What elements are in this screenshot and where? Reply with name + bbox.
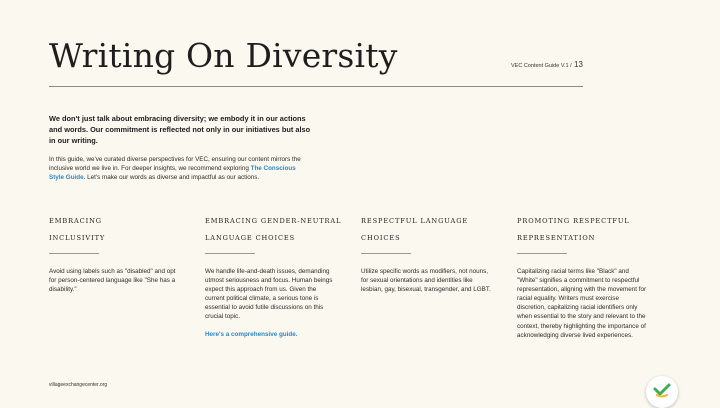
column-heading	[49, 213, 189, 247]
column-heading	[517, 213, 657, 247]
column-body: Utilize specific words as modifiers, not nouns, for sexual orientations and identities like lesbian, gay, bisexual, transgender, and LGBT.	[361, 268, 491, 294]
column-heading-line: RESPECTFUL LANGUAGE	[361, 217, 469, 225]
column-heading-line: LANGUAGE CHOICES	[205, 234, 296, 242]
column-body: Avoid using labels such as "disabled" and opt for person-centered language like "She has a disability."	[49, 268, 176, 294]
title-divider	[49, 86, 583, 87]
column-body: Capitalizing racial terms like "Black" and "White" signifies a commitment to respectful representation, aligning with the movement for racial equality. Writers must exercise discretion, capitalizing racial identifiers only when essential to the story and relevant to the context, thereby highlighting the importance of acknowledging diverse lived experiences.	[517, 268, 647, 339]
lead-paragraph: We don't just talk about embracing diversity; we embody it in our actions and words. Our commitment is reflected not only in our initiatives but also in our writing.	[49, 114, 311, 145]
column-respectful-representation	[517, 213, 657, 340]
document-meta: VEC Content Guide V.1 /	[511, 63, 572, 69]
column-heading	[205, 213, 345, 247]
page-title: Writing On Diversity	[49, 36, 398, 75]
footer-url: villageexchangecenter.org	[49, 382, 108, 388]
page-number: 13	[574, 60, 583, 69]
column-gender-neutral-language	[205, 213, 345, 338]
column-embracing-inclusivity	[49, 213, 189, 294]
column-respectful-language-choices	[361, 213, 501, 294]
column-heading-line: REPRESENTATION	[517, 234, 596, 242]
column-divider	[361, 253, 411, 254]
column-heading-line: EMBRACING	[49, 217, 102, 225]
column-divider	[205, 253, 255, 254]
checkmark-logo-icon	[646, 376, 678, 408]
column-heading-line: CHOICES	[361, 234, 401, 242]
column-body: We handle life-and-death issues, demanding utmost seriousness and focus. Human beings expect this approach from us. Given the current political climate, a serious tone is essential to avoid futile discussions on this crucial topic.	[205, 268, 333, 321]
intro-text-end: Let's make our words as diverse and impactful as our actions.	[85, 174, 260, 182]
conscious-style-guide-link[interactable]: The Conscious Style Guide.	[49, 165, 296, 182]
column-divider	[49, 253, 99, 254]
column-divider	[517, 253, 567, 254]
column-heading-line: EMBRACING GENDER-NEUTRAL	[205, 217, 342, 225]
checkmark-icon	[652, 382, 672, 398]
intro-text: In this guide, we've curated diverse perspectives for VEC, ensuring our content mirrors the inclusive world we live in. For deeper insights, we recommend exploring	[49, 156, 301, 173]
intro-paragraph	[49, 155, 309, 182]
comprehensive-guide-link[interactable]: Here's a comprehensive guide.	[205, 330, 298, 338]
column-heading-line: INCLUSIVITY	[49, 234, 106, 242]
column-heading	[361, 213, 501, 247]
column-heading-line: PROMOTING RESPECTFUL	[517, 217, 630, 225]
